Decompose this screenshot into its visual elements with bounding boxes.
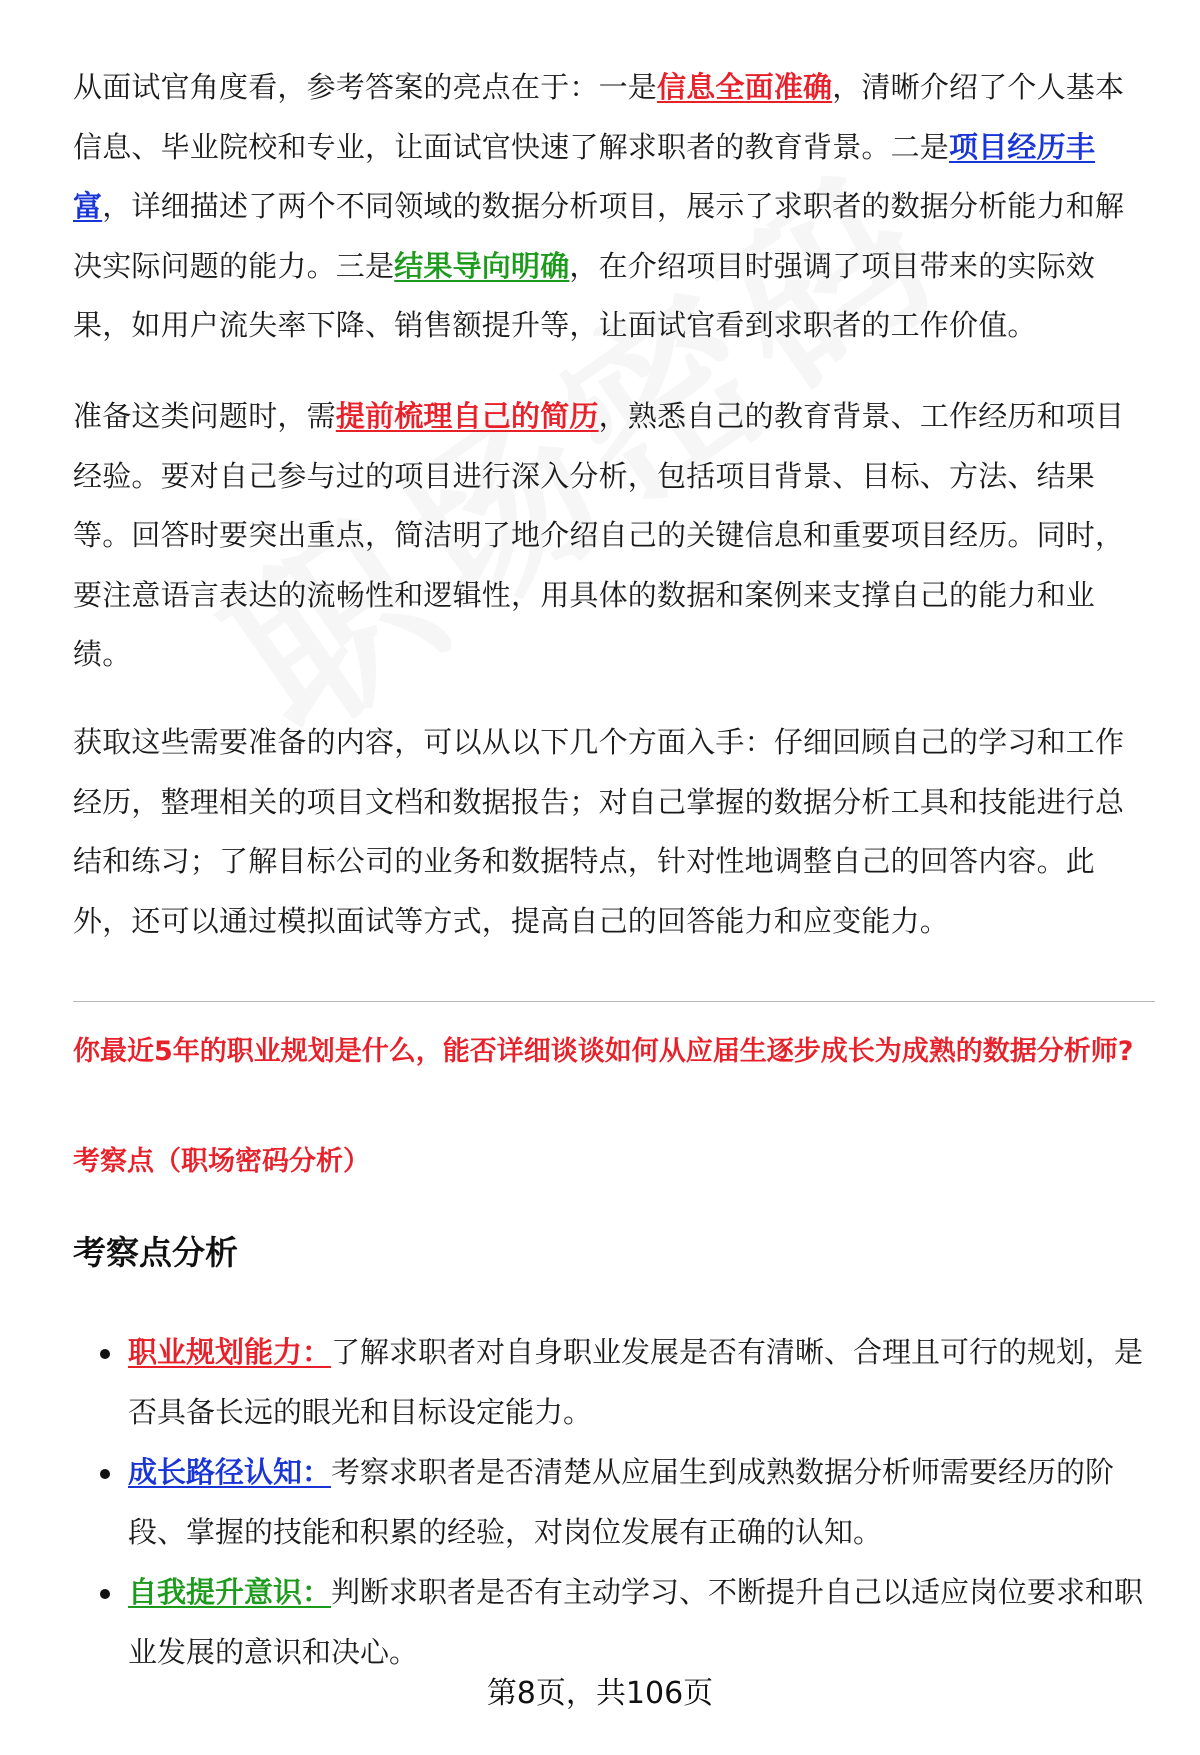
paragraph-text: ，在介绍项目时强调了项目带来的实际效果，如用户流失率下降、销售额提升等，让面试官看到求职者的工作价值。 xyxy=(73,248,1096,342)
bullet-label-self-improvement: 自我提升意识： xyxy=(128,1575,332,1609)
page-number: 第8页，共106页 xyxy=(486,1676,714,1711)
list-item xyxy=(128,1323,1148,1442)
paragraph-text: ，详细描述了两个不同领域的数据分析项目，展示了求职者的数据分析能力和解决实际问题的能力。三是 xyxy=(73,189,1125,283)
highlight-rich-projects: 项目经历丰富 xyxy=(73,129,1096,223)
bullet-dot-icon xyxy=(100,1469,110,1479)
section-divider xyxy=(73,1001,1155,1002)
bullet-text: 考察求职者是否清楚从应届生到成熟数据分析师需要经历的阶段、掌握的技能和积累的经验，对岗位发展有正确的认知。 xyxy=(128,1455,1115,1549)
highlight-accurate-info: 信息全面准确 xyxy=(657,70,833,104)
list-item xyxy=(128,1563,1148,1682)
bullet-label-career-planning: 职业规划能力： xyxy=(128,1335,332,1369)
highlight-review-resume: 提前梳理自己的简历 xyxy=(335,399,599,433)
bullet-text: 了解求职者对自身职业发展是否有清晰、合理且可行的规划，是否具备长远的眼光和目标设定能力。 xyxy=(128,1335,1144,1429)
bullet-text: 判断求职者是否有主动学习、不断提升自己以适应岗位要求和职业发展的意识和决心。 xyxy=(128,1575,1144,1669)
assessment-list xyxy=(128,1323,1148,1683)
paragraph-text: ，清晰介绍了个人基本信息、毕业院校和专业，让面试官快速了解求职者的教育背景。二是 xyxy=(73,70,1125,164)
section-heading: 考察点分析 xyxy=(73,1233,238,1272)
paragraph-preparation xyxy=(73,387,1147,685)
list-item xyxy=(128,1443,1148,1562)
paragraph-highlights xyxy=(73,58,1147,356)
bullet-dot-icon xyxy=(100,1349,110,1359)
interview-question: 你最近5年的职业规划是什么，能否详细谈谈如何从应届生逐步成长为成熟的数据分析师? xyxy=(73,1036,1134,1067)
highlight-result-oriented: 结果导向明确 xyxy=(394,248,570,283)
bullet-label-growth-path: 成长路径认知： xyxy=(128,1455,332,1489)
paragraph-text: 从面试官角度看，参考答案的亮点在于：一是 xyxy=(73,70,658,104)
bullet-dot-icon xyxy=(100,1589,110,1599)
paragraph-sources: 获取这些需要准备的内容，可以从以下几个方面入手：仔细回顾自己的学习和工作经历，整理相关的项目文档和数据报告；对自己掌握的数据分析工具和技能进行总结和练习；了解目标公司的业务和数据特点，针对性地调整自己的回答内容。此外，还可以通过模拟面试等方式，提高自己的回答能力和应变能力。 xyxy=(73,725,1125,938)
assessment-label: 考察点（职场密码分析） xyxy=(73,1146,370,1177)
paragraph-text: 准备这类问题时，需 xyxy=(73,399,336,433)
paragraph-text: ，熟悉自己的教育背景、工作经历和项目经验。要对自己参与过的项目进行深入分析，包括项目背景、目标、方法、结果等。回答时要突出重点，简洁明了地介绍自己的关键信息和重要项目经历。同时，要注意语言表达的流畅性和逻辑性，用具体的数据和案例来支撑自己的能力和业绩。 xyxy=(73,399,1125,671)
